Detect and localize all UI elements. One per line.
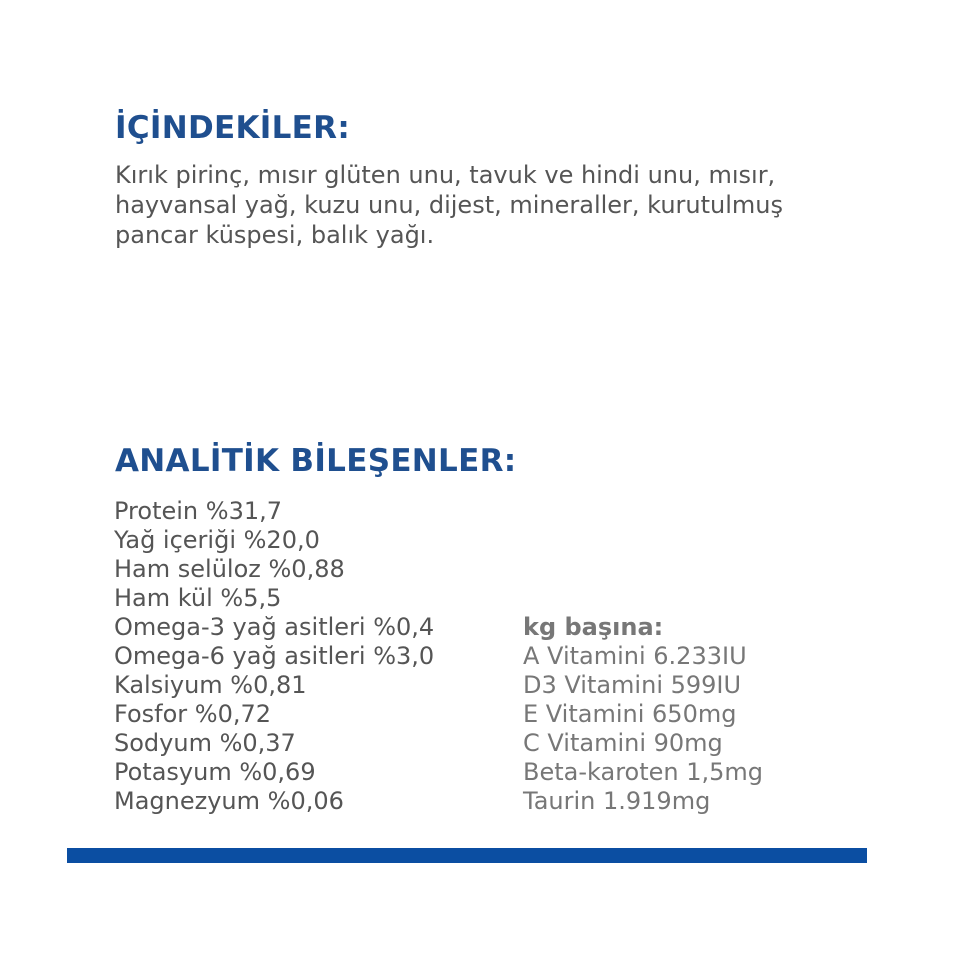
vitamin-item: A Vitamini 6.233IU xyxy=(523,642,747,670)
vitamin-item: D3 Vitamini 599IU xyxy=(523,671,742,699)
component-item: Yağ içeriği %20,0 xyxy=(114,526,320,554)
analytical-components-list xyxy=(114,497,434,816)
component-item: Sodyum %0,37 xyxy=(114,729,296,757)
vitamin-item: Beta-karoten 1,5mg xyxy=(523,758,764,786)
per-kg-list xyxy=(523,613,763,816)
component-item: Magnezyum %0,06 xyxy=(114,787,344,815)
component-item: Protein %31,7 xyxy=(114,497,282,525)
component-item: Omega-3 yağ asitleri %0,4 xyxy=(114,613,435,641)
component-item: Potasyum %0,69 xyxy=(114,758,316,786)
component-item: Ham kül %5,5 xyxy=(114,584,282,612)
vitamin-item: E Vitamini 650mg xyxy=(523,700,737,728)
component-item: Kalsiyum %0,81 xyxy=(114,671,307,699)
component-item: Fosfor %0,72 xyxy=(114,700,272,728)
component-item: Omega-6 yağ asitleri %3,0 xyxy=(114,642,435,670)
component-item: Ham selüloz %0,88 xyxy=(114,555,345,583)
ingredients-heading: İÇİNDEKİLER: xyxy=(115,110,351,146)
analysis-heading: ANALİTİK BİLEŞENLER: xyxy=(115,443,517,479)
per-kg-heading: kg başına: xyxy=(523,613,664,641)
vitamin-item: C Vitamini 90mg xyxy=(523,729,723,757)
blue-divider-bar xyxy=(67,848,867,863)
vitamin-item: Taurin 1.919mg xyxy=(523,787,711,815)
ingredients-text: Kırık pirinç, mısır glüten unu, tavuk ve hindi unu, mısır, hayvansal yağ, kuzu unu, dijest, mineraller, kurutulmuş pancar küspesi, balık yağı. xyxy=(115,161,784,249)
